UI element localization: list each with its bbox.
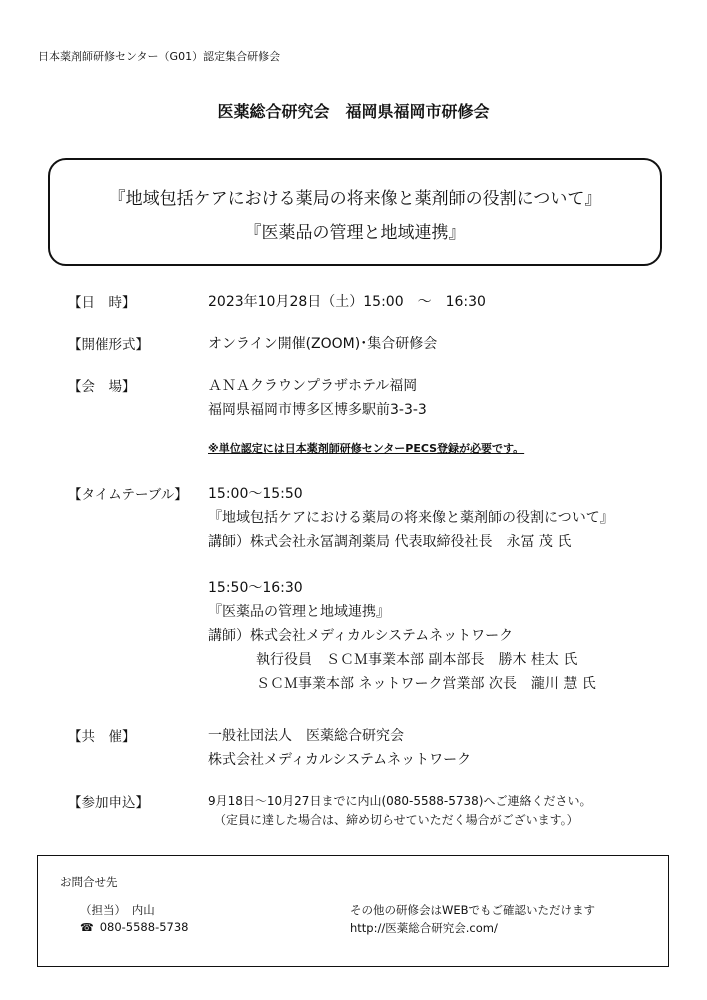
contact-heading: お問合せ先 <box>60 875 118 889</box>
session1-speaker: 講師）株式会社永冨調剤薬局 代表取締役社長 永冨 茂 氏 <box>208 534 572 550</box>
session2-speaker-role-1: 執行役員 ＳＣＭ事業本部 副本部長 勝木 桂太 氏 <box>256 652 578 668</box>
venue-address: 福岡県福岡市博多区博多駅前3-3-3 <box>208 402 427 418</box>
web-note: その他の研修会はWEBでもご確認いただけます <box>350 903 596 917</box>
session2-speaker-role-2: ＳＣＭ事業本部 ネットワーク営業部 次長 瀧川 慧 氏 <box>256 676 596 692</box>
main-title-line-2: 『医薬品の管理と地域連携』 <box>244 223 466 243</box>
contact-phone-row <box>80 920 189 934</box>
session1-time: 15:00～15:50 <box>208 486 303 502</box>
application-line-1: 9月18日～10月27日までに内山(080-5588-5738)へご連絡ください。 <box>208 794 592 808</box>
schedule-label: 【日 時】 <box>68 295 136 311</box>
header-note: 日本薬剤師研修センター（G01）認定集合研修会 <box>38 50 281 63</box>
contact-phone[interactable]: 080-5588-5738 <box>99 920 189 934</box>
venue-name: ＡＮＡクラウンプラザホテル福岡 <box>208 378 418 394</box>
pecs-note: ※単位認定には日本薬剤師研修センターPECS登録が必要です。 <box>208 442 525 455</box>
host-org-2: 株式会社メディカルシステムネットワーク <box>208 752 472 768</box>
host-label: 【共 催】 <box>68 729 136 745</box>
venue-label: 【会 場】 <box>68 379 136 395</box>
application-label: 【参加申込】 <box>68 795 149 811</box>
website-link[interactable]: http://医薬総合研究会.com/ <box>350 921 498 935</box>
contact-box <box>37 855 669 967</box>
session2-time: 15:50～16:30 <box>208 580 303 596</box>
application-line-2: （定員に達した場合は、締め切らせていただく場合がございます。） <box>214 813 579 827</box>
timetable-label: 【タイムテーブル】 <box>68 487 188 503</box>
org-title: 医薬総合研究会 福岡県福岡市研修会 <box>217 102 490 121</box>
main-title-line-1: 『地域包括ケアにおける薬局の将来像と薬剤師の役割について』 <box>108 189 602 209</box>
schedule-value: 2023年10月28日（土）15:00 ～ 16:30 <box>208 294 486 310</box>
format-value: オンライン開催(ZOOM)･集合研修会 <box>208 336 438 352</box>
title-box <box>48 158 662 266</box>
contact-person: （担当） 内山 <box>80 903 155 917</box>
host-org-1: 一般社団法人 医薬総合研究会 <box>208 728 404 744</box>
format-label: 【開催形式】 <box>68 337 149 353</box>
telephone-icon: ☎ <box>80 921 94 934</box>
session2-speaker: 講師）株式会社メディカルシステムネットワーク <box>208 628 514 644</box>
session1-title: 『地域包括ケアにおける薬局の将来像と薬剤師の役割について』 <box>208 510 614 526</box>
session2-title: 『医薬品の管理と地域連携』 <box>208 604 390 620</box>
